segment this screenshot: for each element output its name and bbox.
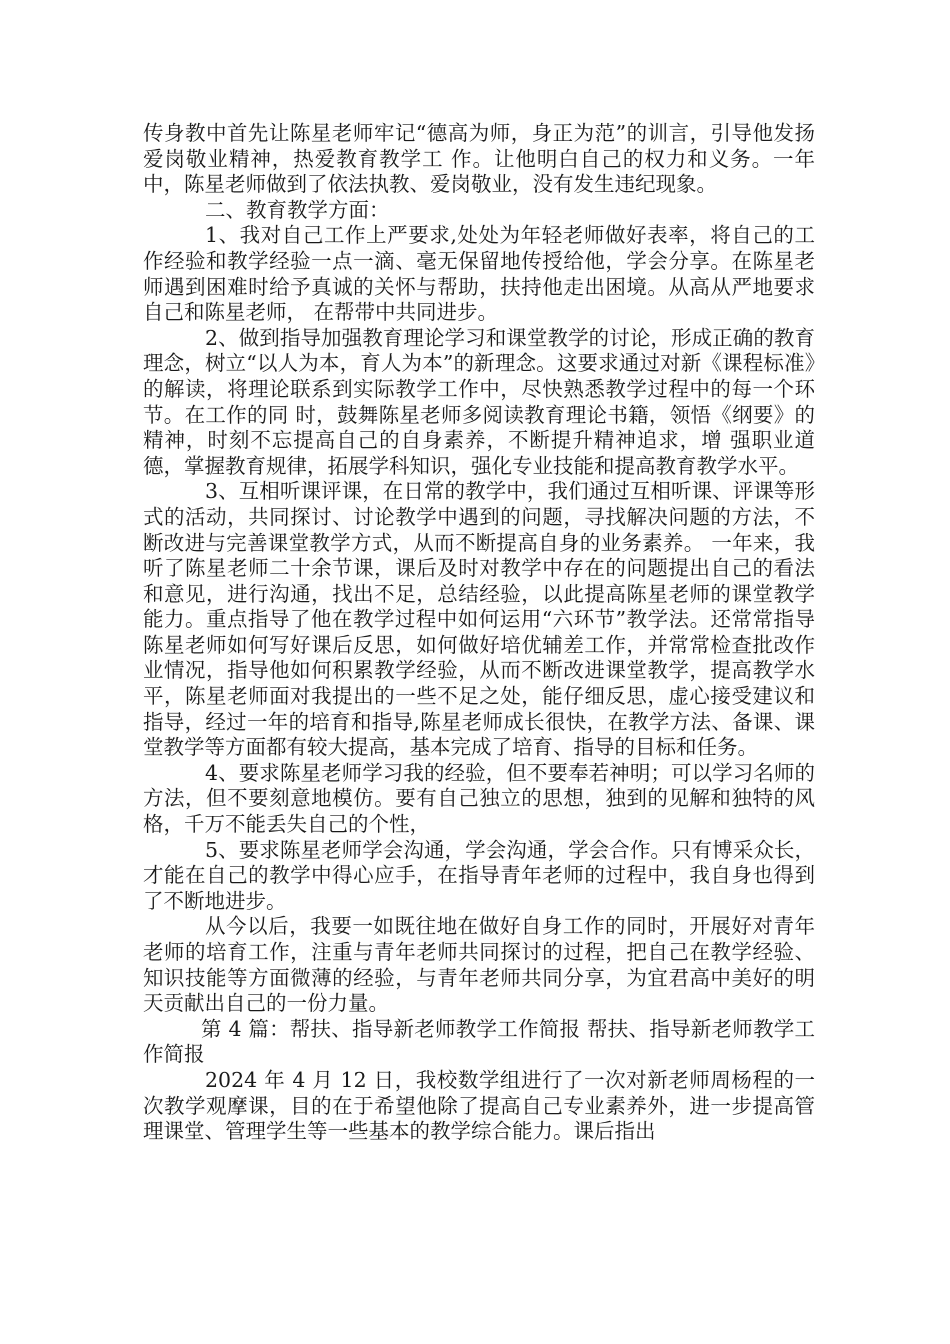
section-heading-teaching: 二、教育教学方面： <box>205 197 390 222</box>
article-4-title: 第 4 篇：帮扶、指导新老师教学工作简报 帮扶、指导新老师教学工作简报 <box>143 1016 815 1067</box>
paragraph-continuation: 传身教中首先让陈星老师牢记“德高为师，身正为范”的训言，引导他发扬爱岗敬业精神，热爱教育教学工 作。让他明白自己的权力和义务。一年中，陈星老师做到了依法执教、爱岗敬业，没有发生违纪现象。 <box>143 121 815 197</box>
document-body <box>143 121 815 1145</box>
paragraph-conclusion: 从今以后，我要一如既往地在做好自身工作的同时，开展好对青年老师的培育工作，注重与青年老师共同探讨的过程，把自己在教学经验、知识技能等方面微薄的经验，与青年老师共同分享，为宜君高中美好的明天贡献出自己的一份力量。 <box>143 914 815 1016</box>
paragraph-item-1: 1、我对自己工作上严要求,处处为年轻老师做好表率，将自己的工作经验和教学经验一点一滴、毫无保留地传授给他，学会分享。在陈星老师遇到困难时给予真诚的关怀与帮助，扶持他走出困境。从高从严地要求自己和陈星老师， 在帮带中共同进步。 <box>143 223 815 325</box>
paragraph-item-3: 3、互相听课评课，在日常的教学中，我们通过互相听课、评课等形式的活动，共同探讨、讨论教学中遇到的问题，寻找解决问题的方法，不断改进与完善课堂教学方式，从而不断提高自身的业务素养。 一年来，我听了陈星老师二十余节课，课后及时对教学中存在的问题提出自己的看法和意见，进行沟通，找出不足，总结经验，以此提高陈星老师的课堂教学能力。重点指导了他在教学过程中如何运用“六环节”教学法。还常常指导陈星老师如何写好课后反思，如何做好培优辅差工作，并常常检查批改作业情况，指导他如何积累教学经验，从而不断改进课堂教学，提高教学水平，陈星老师面对我提出的一些不足之处，能仔细反思，虚心接受建议和指导，经过一年的培育和指导,陈星老师成长很快，在教学方法、备课、课堂教学等方面都有较大提高，基本完成了培育、指导的目标和任务。 <box>143 479 815 760</box>
paragraph-report-intro: 2024 年 4 月 12 日，我校数学组进行了一次对新老师周杨程的一次教学观摩课，目的在于希望他除了提高自己专业素养外，进一步提高管理课堂、管理学生等一些基本的教学综合能力。课后指出 <box>143 1067 815 1144</box>
paragraph-item-2: 2、做到指导加强教育理论学习和课堂教学的讨论，形成正确的教育理念，树立“以人为本，育人为本”的新理念。这要求通过对新《课程标准》的解读，将理论联系到实际教学工作中，尽快熟悉教学过程中的每一个环节。在工作的同 时，鼓舞陈星老师多阅读教育理论书籍，领悟《纲要》的精神，时刻不忘提高自己的自身素养，不断提升精神追求，增 强职业道德，掌握教育规律，拓展学科知识，强化专业技能和提高教育教学水平。 <box>143 325 815 478</box>
paragraph-item-5: 5、要求陈星老师学会沟通，学会沟通，学会合作。只有博采众长，才能在自己的教学中得心应手，在指导青年老师的过程中，我自身也得到了不断地进步。 <box>143 837 815 913</box>
paragraph-item-4: 4、要求陈星老师学习我的经验，但不要奉若神明；可以学习名师的方法，但不要刻意地模仿。要有自己独立的思想，独到的见解和独特的风格，千万不能丢失自己的个性， <box>143 760 815 837</box>
